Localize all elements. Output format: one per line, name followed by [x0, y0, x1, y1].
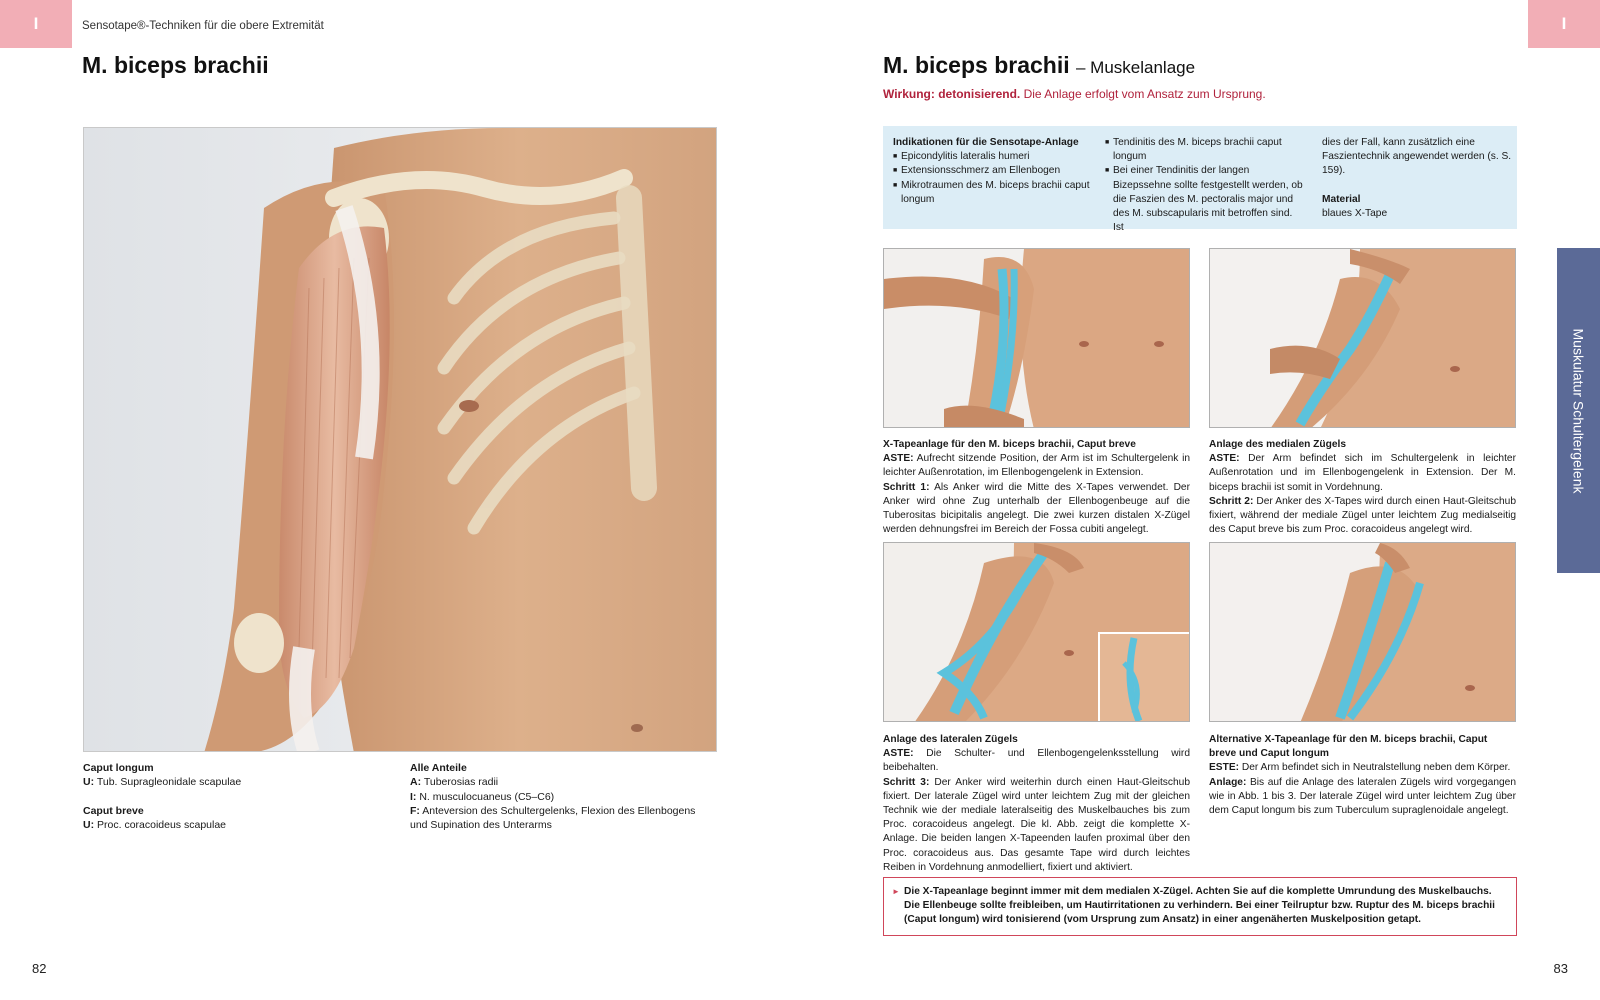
caput-longum-origin: U: Tub. Supragleonidale scapulae — [83, 776, 242, 789]
alle-anteile-heading: Alle Anteile — [410, 762, 467, 774]
caption-origins — [83, 761, 383, 832]
hint-box — [883, 877, 1517, 936]
page-number-right: 83 — [1553, 961, 1568, 976]
step-3-text: Anlage des lateralen Zügels ASTE: Die Schulter- und Ellenbogengelenksstellung wird beibehalten. Schritt 3: Der Anker wird weiterhin durch einen Haut-Gleitschub fixiert. Der laterale Zügel wird unter leichtem Zug mit der gleichen Technik wie der mediale lateralseitig des Muskelbauches bis zum Proc. coracoideus angelegt. Die kl. Abb. zeigt die komplette X-Anlage. Die beiden langen X-Tapeenden laufen proximal über den Proc. coracoideus aus. Das gesamte Tape wird durch leichtes Reiben in Vordehnung anmodelliert, fixiert und aktiviert. — [883, 734, 1190, 873]
indications-continued: dies der Fall, kann zusätzlich eine Faszientechnik angewendet werden (s. S. 159). — [1322, 137, 1512, 177]
caput-breve-origin: U: Proc. coracoideus scapulae — [83, 818, 227, 831]
hint-arrow-icon: ► — [892, 887, 900, 896]
section-tab-left: I — [0, 0, 72, 48]
indications-col-3 — [1322, 136, 1512, 221]
chapter-side-tab-label: Muskulatur Schultergelenk — [1570, 328, 1587, 493]
indications-col-2 — [1105, 136, 1305, 235]
material-text: blaues X-Tape — [1322, 207, 1388, 219]
insertion-line: A: Tuberosias radii — [410, 776, 499, 789]
page-number-left: 82 — [32, 961, 47, 976]
photo-step-3 — [883, 542, 1190, 722]
indication-item: ■ Mikrotraumen des M. biceps brachii caput longum — [893, 179, 1098, 207]
right-page-title: M. biceps brachii – Muskelanlage — [883, 52, 1196, 78]
chapter-side-tab[interactable] — [1557, 248, 1600, 573]
indication-item: ■ Bei einer Tendinitis der langen Bizepssehne sollte festgestellt werden, ob die Faszien des M. pectoralis major und des M. subscapularis mit betroffen sind. Ist — [1105, 164, 1305, 235]
section-tab-right: I — [1528, 0, 1600, 48]
running-header: Sensotape®-Techniken für die obere Extremität — [82, 20, 324, 32]
indication-item: ■ Epicondylitis lateralis humeri — [893, 150, 1098, 164]
function-line: F: Anteversion des Schultergelenks, Flexion des Ellenbogens und Supination des Unterarms — [410, 804, 696, 832]
photo-step-2 — [1209, 248, 1516, 428]
wirkung-line: Wirkung: detonisierend. Die Anlage erfolgt vom Ansatz zum Ursprung. — [883, 87, 1266, 101]
indication-item: ■ Extensionsschmerz am Ellenbogen — [893, 164, 1098, 178]
caption-all-parts — [410, 761, 710, 832]
photo-step-4 — [1209, 542, 1516, 722]
caput-breve-heading: Caput breve — [83, 804, 144, 817]
left-page-title: M. biceps brachii — [82, 52, 269, 78]
material-heading: Material — [1322, 193, 1361, 205]
innervation-line: I: N. musculocuaneus (C5–C6) — [410, 790, 555, 803]
right-page-subtitle: – Muskelanlage — [1076, 58, 1196, 77]
photo-step-1 — [883, 248, 1190, 428]
step-4-text: Alternative X-Tapeanlage für den M. biceps brachii, Caput breve und Caput longum ESTE: Der Arm befindet sich in Neutralstellung neben dem Körper. Anlage: Bis auf die Anlage des lateralen Zügels wird vorgegangen wie in Abb. 1 bis 3. Der laterale Zügel wird unter leichtem Zug über dem Caput longum bis zum Tuberculum supraglenoidale angelegt. — [1209, 734, 1516, 817]
indications-box — [883, 126, 1517, 234]
biceps-anatomy-illustration — [83, 127, 717, 752]
hint-text: Die X-Tapeanlage beginnt immer mit dem medialen X-Zügel. Achten Sie auf die komplette Umrundung des Muskelbauchs. Die Ellenbeuge sollte freibleiben, um Hautirritationen zu verhindern. Bei einer Teilruptur bzw. Ruptur des M. biceps brachii (Caput longum) wird tonisierend (vom Ursprung zum Ansatz) in einer angenäherten Muskelposition getapt. — [904, 886, 1495, 926]
caput-longum-heading: Caput longum — [83, 762, 154, 774]
indications-col-1 — [893, 136, 1098, 207]
indications-heading: Indikationen für die Sensotape-Anlage — [893, 137, 1079, 148]
indication-item: ■ Tendinitis des M. biceps brachii caput longum — [1105, 136, 1305, 164]
step-2-text: Anlage des medialen Zügels ASTE: Der Arm befindet sich im Schultergelenk in leichter Außenrotation und im Ellenbogengelenk in Extension. Der M. biceps brachii ist somit in Vordehnung. Schritt 2: Der Anker des X-Tapes wird durch einen Haut-Gleitschub fixiert, während der mediale Zügel unter leichtem Zug medialseitig des Caput breve bis zum Proc. coracoideus angelegt wird. — [1209, 439, 1516, 536]
step-1-text: X-Tapeanlage für den M. biceps brachii, Caput breve ASTE: Aufrecht sitzende Position, der Arm ist im Schultergelenk in leichter Außenrotation, im Ellenbogengelenk in Extension. Schritt 1: Als Anker wird die Mitte des X-Tapes verwendet. Der Anker wird ohne Zug unterhalb der Ellenbogenbeuge auf die Tuberositas bicipitalis angelegt. Die zwei kurzen distalen X-Zügel werden dehnungsfrei im Bereich der Fossa cubiti angelegt. — [883, 439, 1190, 536]
